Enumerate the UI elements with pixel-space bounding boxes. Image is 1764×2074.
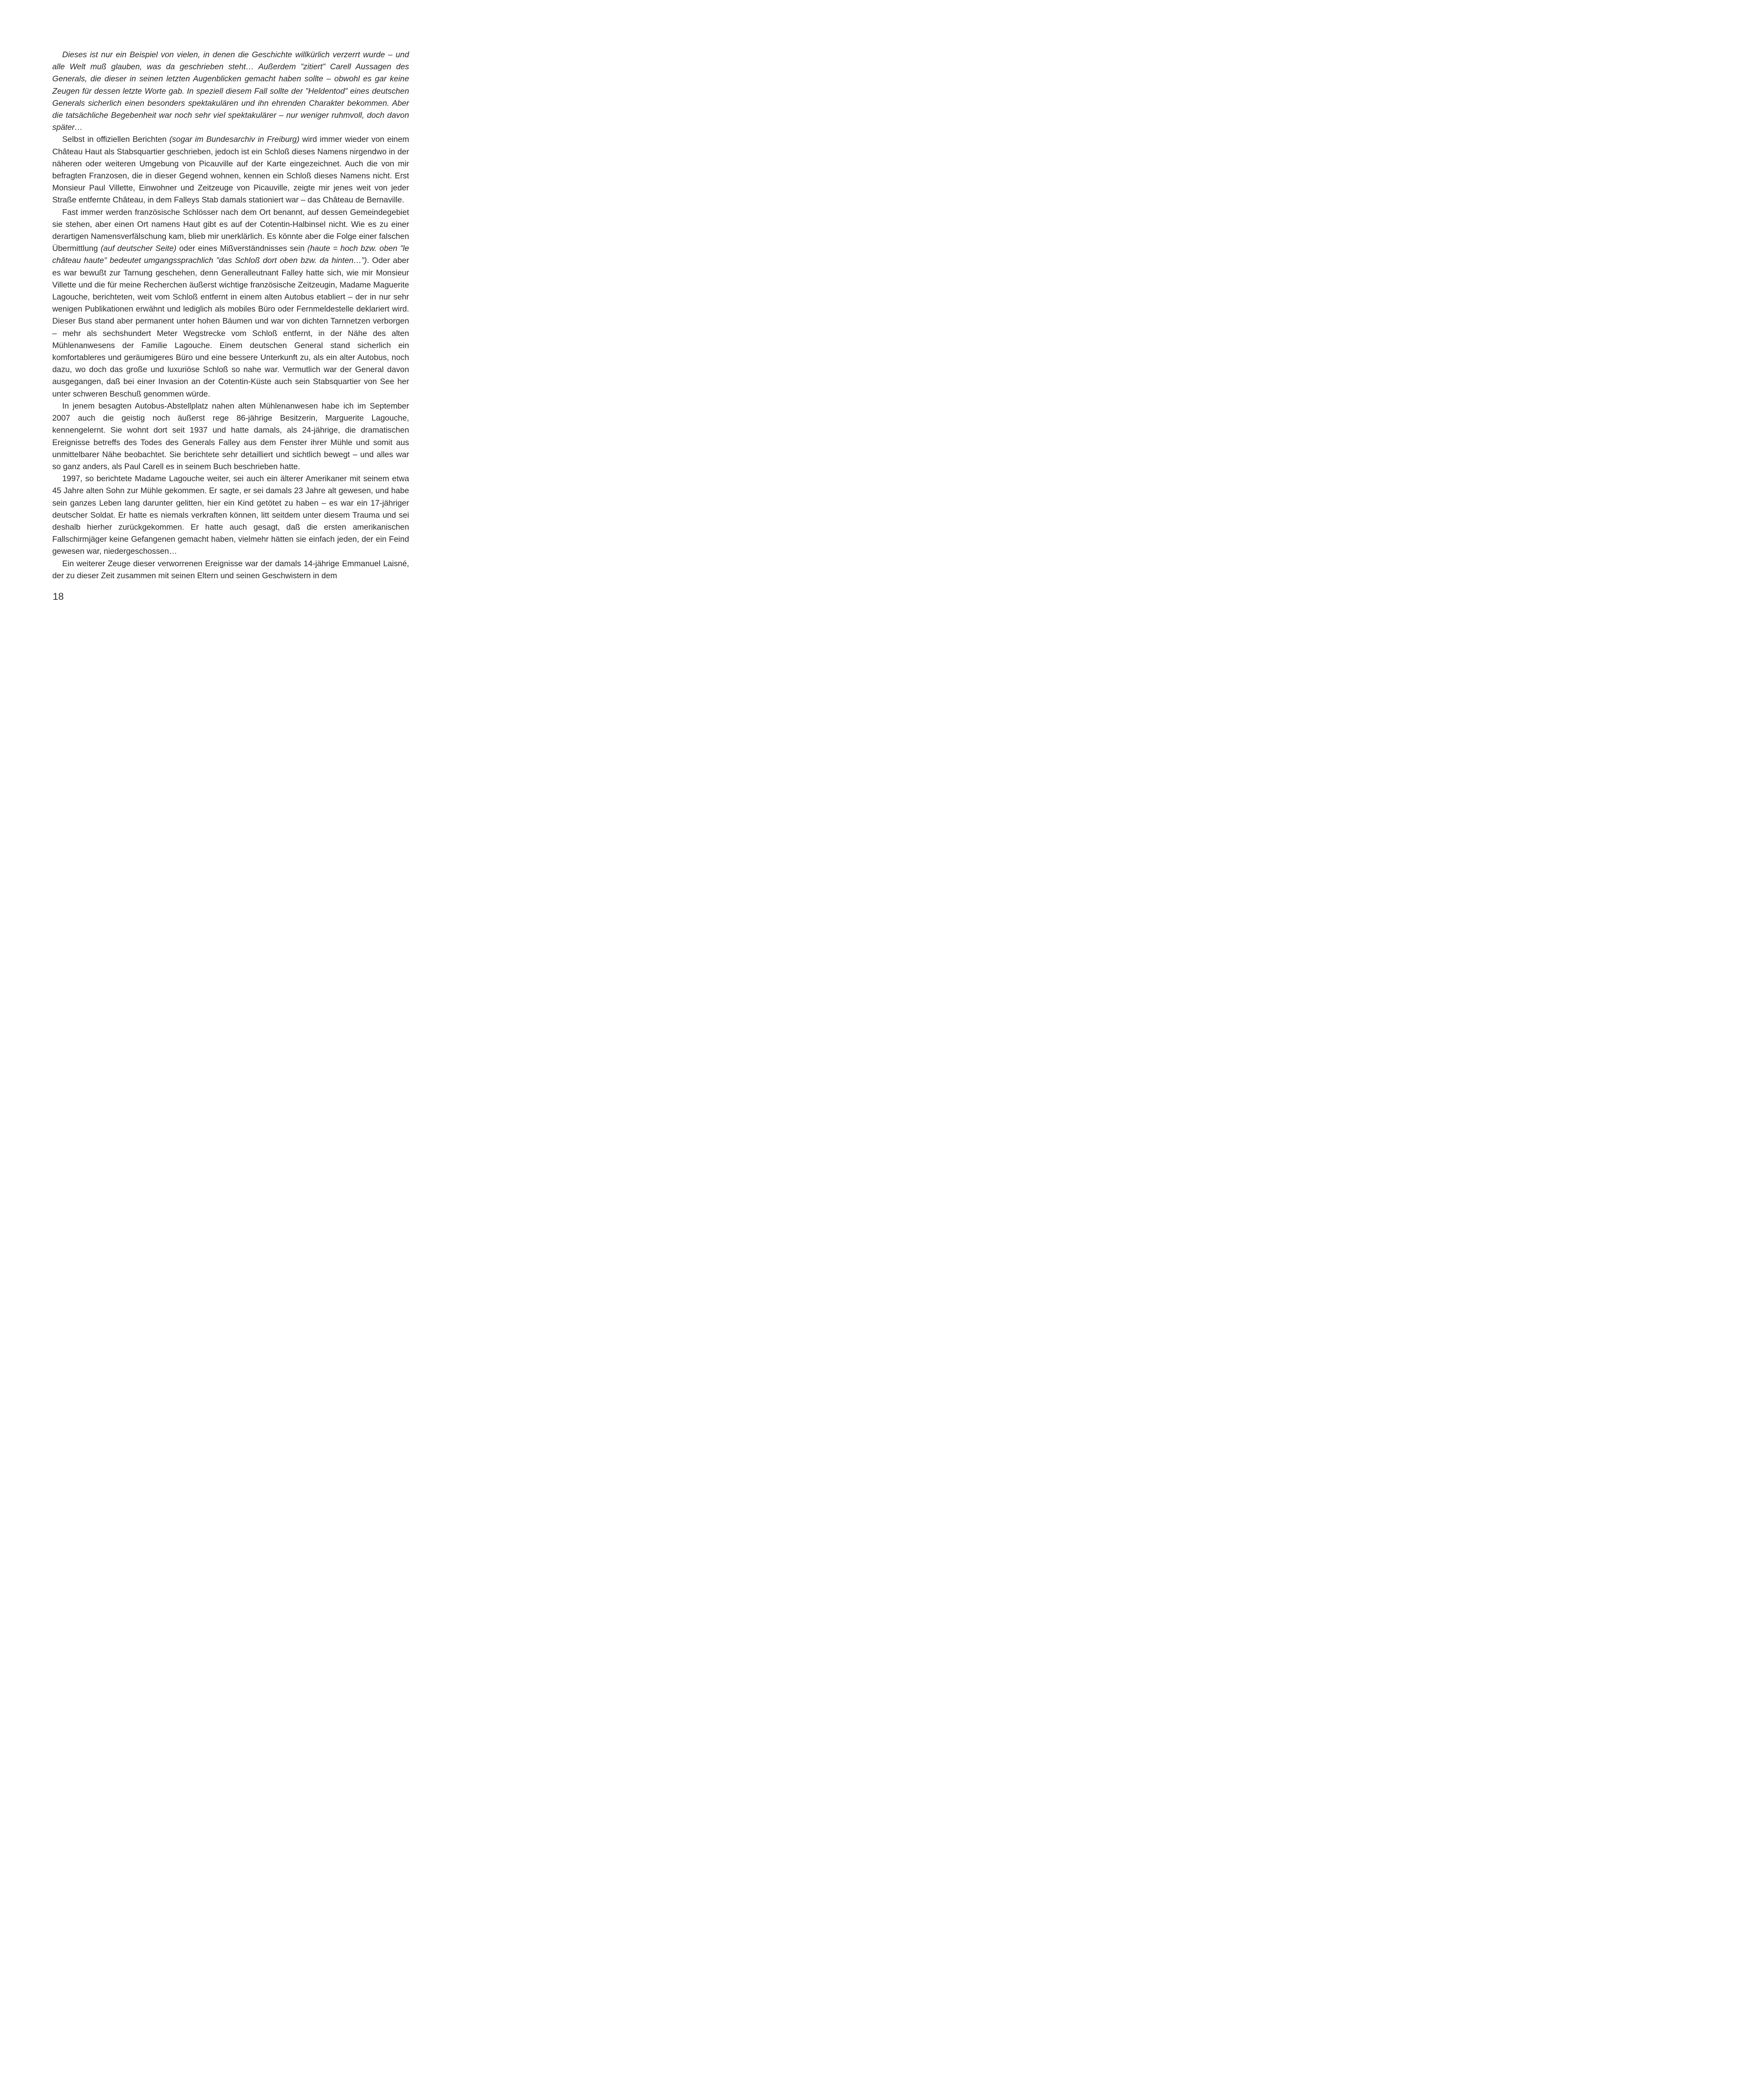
- paragraph-2: [52, 134, 409, 206]
- text-run: oder eines Mißverständnisses sein: [176, 244, 307, 253]
- text-run: Ein weiterer Zeuge dieser verworrenen Ereignisse war der damals 14-jährige Emmanuel Laisné, der zu dieser Zeit zusammen mit seinen Eltern und seinen Geschwistern in dem: [52, 559, 409, 580]
- paragraph-5: [52, 473, 409, 557]
- text-run: (sogar im Bundesarchiv in Freiburg): [169, 135, 300, 144]
- text-run: Fast immer werden französische Schlösser nach dem Ort benannt, auf dessen Gemeindegebiet sie stehen, aber einen Ort namens Haut gibt es auf der Cotentin-Halbinsel nicht. Wie es zu einer derartigen Namensverfälschung kam, blieb mir unerklärlich. Es könnte aber die Folge einer falschen Übermittlung: [52, 207, 409, 253]
- text-run: . Oder aber es war bewußt zur Tarnung geschehen, denn Generalleutnant Falley hatte sich, wie mir Monsieur Villette und die für meine Recherchen äußerst wichtige französische Zeitzeugin, Madame Maguerite Lagouche, berichteten, weit vom Schloß entfernt in einem alten Autobus etabliert – der in nur sehr wenigen Publikationen erwähnt und lediglich als mobiles Büro oder Fernmeldestelle deklariert wird. Dieser Bus stand aber permanent unter hohen Bäumen und war von dichten Tarnnetzen verborgen – mehr als sechshundert Meter Wegstrecke vom Schloß entfernt, in der Nähe des alten Mühlenanwesens der Familie Lagouche. Einem deutschen General stand sicherlich ein komfortableres und geräumigeres Büro und eine bessere Unterkunft zu, als ein alter Autobus, noch dazu, wo doch das große und luxuriöse Schloß so nahe war. Vermutlich war der General davon ausgegangen, daß bei einer Invasion an der Cotentin-Küste auch sein Stabsquartier von See her unter schweren Beschuß genommen würde.: [52, 256, 409, 399]
- paragraph-1: [52, 49, 409, 134]
- paragraph-4: [52, 400, 409, 473]
- page-number: 18: [53, 591, 64, 602]
- paragraph-6: [52, 558, 409, 582]
- text-run: wird immer wieder von einem Château Haut als Stabsquartier geschrieben, jedoch ist ein Schloß dieses Namens nirgendwo in der näheren oder weiteren Umgebung von Picauville auf der Karte eingezeichnet. Auch die von mir befragten Franzosen, die in dieser Gegend wohnen, kennen ein Schloß dieses Namens nicht. Erst Monsieur Paul Villette, Einwohner und Zeitzeuge von Picauville, zeigte mir jenes weit von jeder Straße entfernte Château, in dem Falleys Stab damals stationiert war – das Château de Bernaville.: [52, 135, 409, 205]
- page-body: [52, 49, 409, 582]
- paragraph-3: [52, 207, 409, 400]
- text-run: Dieses ist nur ein Beispiel von vielen, in denen die Geschichte willkürlich verzerrt wurde – und alle Welt muß glauben, was da geschrieben steht… Außerdem ”zitiert” Carell Aussagen des Generals, die dieser in seinen letzten Augenblicken gemacht haben sollte – obwohl es gar keine Zeugen für dessen letzte Worte gab. In speziell diesem Fall sollte der ”Heldentod” eines deutschen Generals sicherlich einen besonders spektakulären und ihn ehrenden Charakter bekommen. Aber die tatsächliche Begebenheit war noch sehr viel spektakulärer – nur weniger ruhmvoll, doch davon später…: [52, 50, 409, 132]
- text-run: In jenem besagten Autobus-Abstellplatz nahen alten Mühlenanwesen habe ich im September 2007 auch die geistig noch äußerst rege 86-jährige Besitzerin, Marguerite Lagouche, kennengelernt. Sie wohnt dort seit 1937 und hatte damals, als 24-jährige, die dramatischen Ereignisse betreffs des Todes des Generals Falley aus dem Fenster ihrer Mühle und somit aus unmittelbarer Nähe beobachtet. Sie berichtete sehr detailliert und sichtlich bewegt – und alles war so ganz anders, als Paul Carell es in seinem Buch beschrieben hatte.: [52, 401, 409, 471]
- text-run: (haute = hoch bzw. oben ”le château haute” bedeutet umgangssprachlich ”das Schloß dort oben bzw. da hinten…”): [52, 244, 409, 265]
- text-run: Selbst in offiziellen Berichten: [62, 135, 170, 144]
- text-run: (auf deutscher Seite): [100, 244, 177, 253]
- text-run: 1997, so berichtete Madame Lagouche weiter, sei auch ein älterer Amerikaner mit seinem etwa 45 Jahre alten Sohn zur Mühle gekommen. Er sagte, er sei damals 23 Jahre alt gewesen, und habe sein ganzes Leben lang darunter gelitten, hier ein Kind getötet zu haben – es war ein 17-jähriger deutscher Soldat. Er hatte es niemals verkraften können, litt seitdem unter diesem Trauma und sei deshalb hierher zurückgekommen. Er hatte auch gesagt, daß die ersten amerikanischen Fallschirmjäger keine Gefangenen gemacht haben, vielmehr hätten sie einfach jeden, der ein Feind gewesen war, niedergeschossen…: [52, 474, 409, 556]
